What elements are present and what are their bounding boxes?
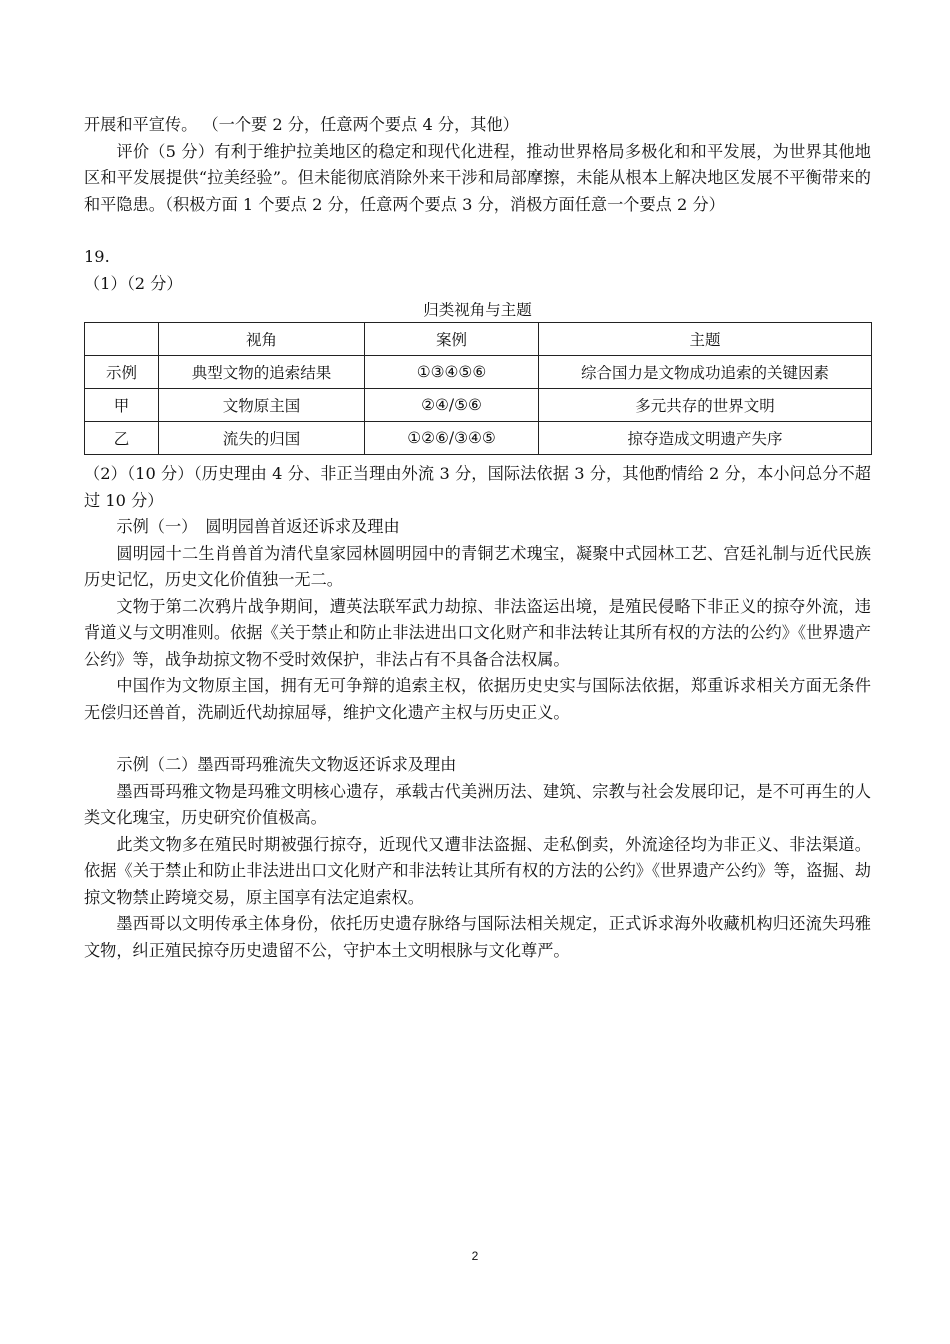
table-header-cell: 主题 [539,323,872,356]
example2-paragraph: 墨西哥以文明传承主体身份，依托历史遗存脉络与国际法相关规定，正式诉求海外收藏机构归还流失玛雅文物，纠正殖民掠夺历史遗留不公，守护本土文明根脉与文化尊严。 [84,914,871,960]
page-number: 2 [471,1249,479,1263]
table-cell: 典型文物的追索结果 [159,356,365,389]
example1-paragraph: 圆明园十二生肖兽首为清代皇家园林圆明园中的青铜艺术瑰宝，凝聚中式园林工艺、宫廷礼制与近代民族历史记忆，历史文化价值独一无二。 [84,543,871,589]
table-cell: ①②⑥/③④⑤ [365,422,539,455]
table-header-row [85,323,872,356]
table-row [85,389,872,422]
example1-paragraph: 中国作为文物原主国，拥有无可争辩的追索主权，依据历史史实与国际法依据，郑重诉求相关方面无条件无偿归还兽首，洗刷近代劫掠屈辱，维护文化遗产主权与历史正义。 [84,676,871,722]
example1-title: 示例（一） 圆明园兽首返还诉求及理由 [116,517,400,536]
table-cell: 乙 [85,422,159,455]
table-row [85,356,872,389]
part2-intro: （2）（10 分）（历史理由 4 分、非正当理由外流 3 分，国际法依据 3 分，其他酌情给 2 分，本小问总分不超过 10 分） [84,464,871,510]
question-number: 19. [84,247,110,266]
question-part1-label: （1）（2 分） [84,273,183,293]
table-header-cell: 案例 [365,323,539,356]
table-cell: 多元共存的世界文明 [539,389,872,422]
classification-table [84,322,872,455]
table-cell: 综合国力是文物成功追索的关键因素 [539,356,872,389]
table-header-cell: 视角 [159,323,365,356]
table-cell: 文物原主国 [159,389,365,422]
table-header-cell [85,323,159,356]
table-cell: ②④/⑤⑥ [365,389,539,422]
table-caption: 归类视角与主题 [423,301,532,319]
table-cell: 掠夺造成文明遗产失序 [539,422,872,455]
example1-paragraph: 文物于第二次鸦片战争期间，遭英法联军武力劫掠、非法盗运出境，是殖民侵略下非正义的掠夺外流，违背道义与文明准则。依据《关于禁止和防止非法进出口文化财产和非法转让其所有权的方法的公约》《世界遗产公约》等，战争劫掠文物不受时效保护，非法占有不具备合法权属。 [84,596,871,669]
table-row [85,422,872,455]
example2-paragraph: 此类文物多在殖民时期被强行掠夺，近现代又遭非法盗掘、走私倒卖，外流途径均为非正义、非法渠道。依据《关于禁止和防止非法进出口文化财产和非法转让其所有权的方法的公约》《世界遗产公约》等，盗掘、劫掠文物禁止跨境交易，原主国享有法定追索权。 [84,834,871,907]
document-body [84,112,871,964]
paragraph-scoring-note: 开展和平宣传。 （一个要 2 分，任意两个要点 4 分，其他） [84,115,519,134]
table-cell: 示例 [85,356,159,389]
paragraph-evaluation: 评价（5 分）有利于维护拉美地区的稳定和现代化进程，推动世界格局多极化和和平发展，为世界其他地区和平发展提供“拉美经验”。但未能彻底消除外来干涉和局部摩擦，未能从根本上解决地区发展不平衡带来的和平隐患。（积极方面 1 个要点 2 分，任意两个要点 3 分，消极方面任意一个要点 2 分） [84,141,871,214]
example2-paragraph: 墨西哥玛雅文物是玛雅文明核心遗存，承载古代美洲历法、建筑、宗教与社会发展印记，是不可再生的人类文化瑰宝，历史研究价值极高。 [84,781,871,827]
table-cell: 甲 [85,389,159,422]
table-cell: ①③④⑤⑥ [365,356,539,389]
table-cell: 流失的归国 [159,422,365,455]
example2-title: 示例（二）墨西哥玛雅流失文物返还诉求及理由 [116,755,457,774]
